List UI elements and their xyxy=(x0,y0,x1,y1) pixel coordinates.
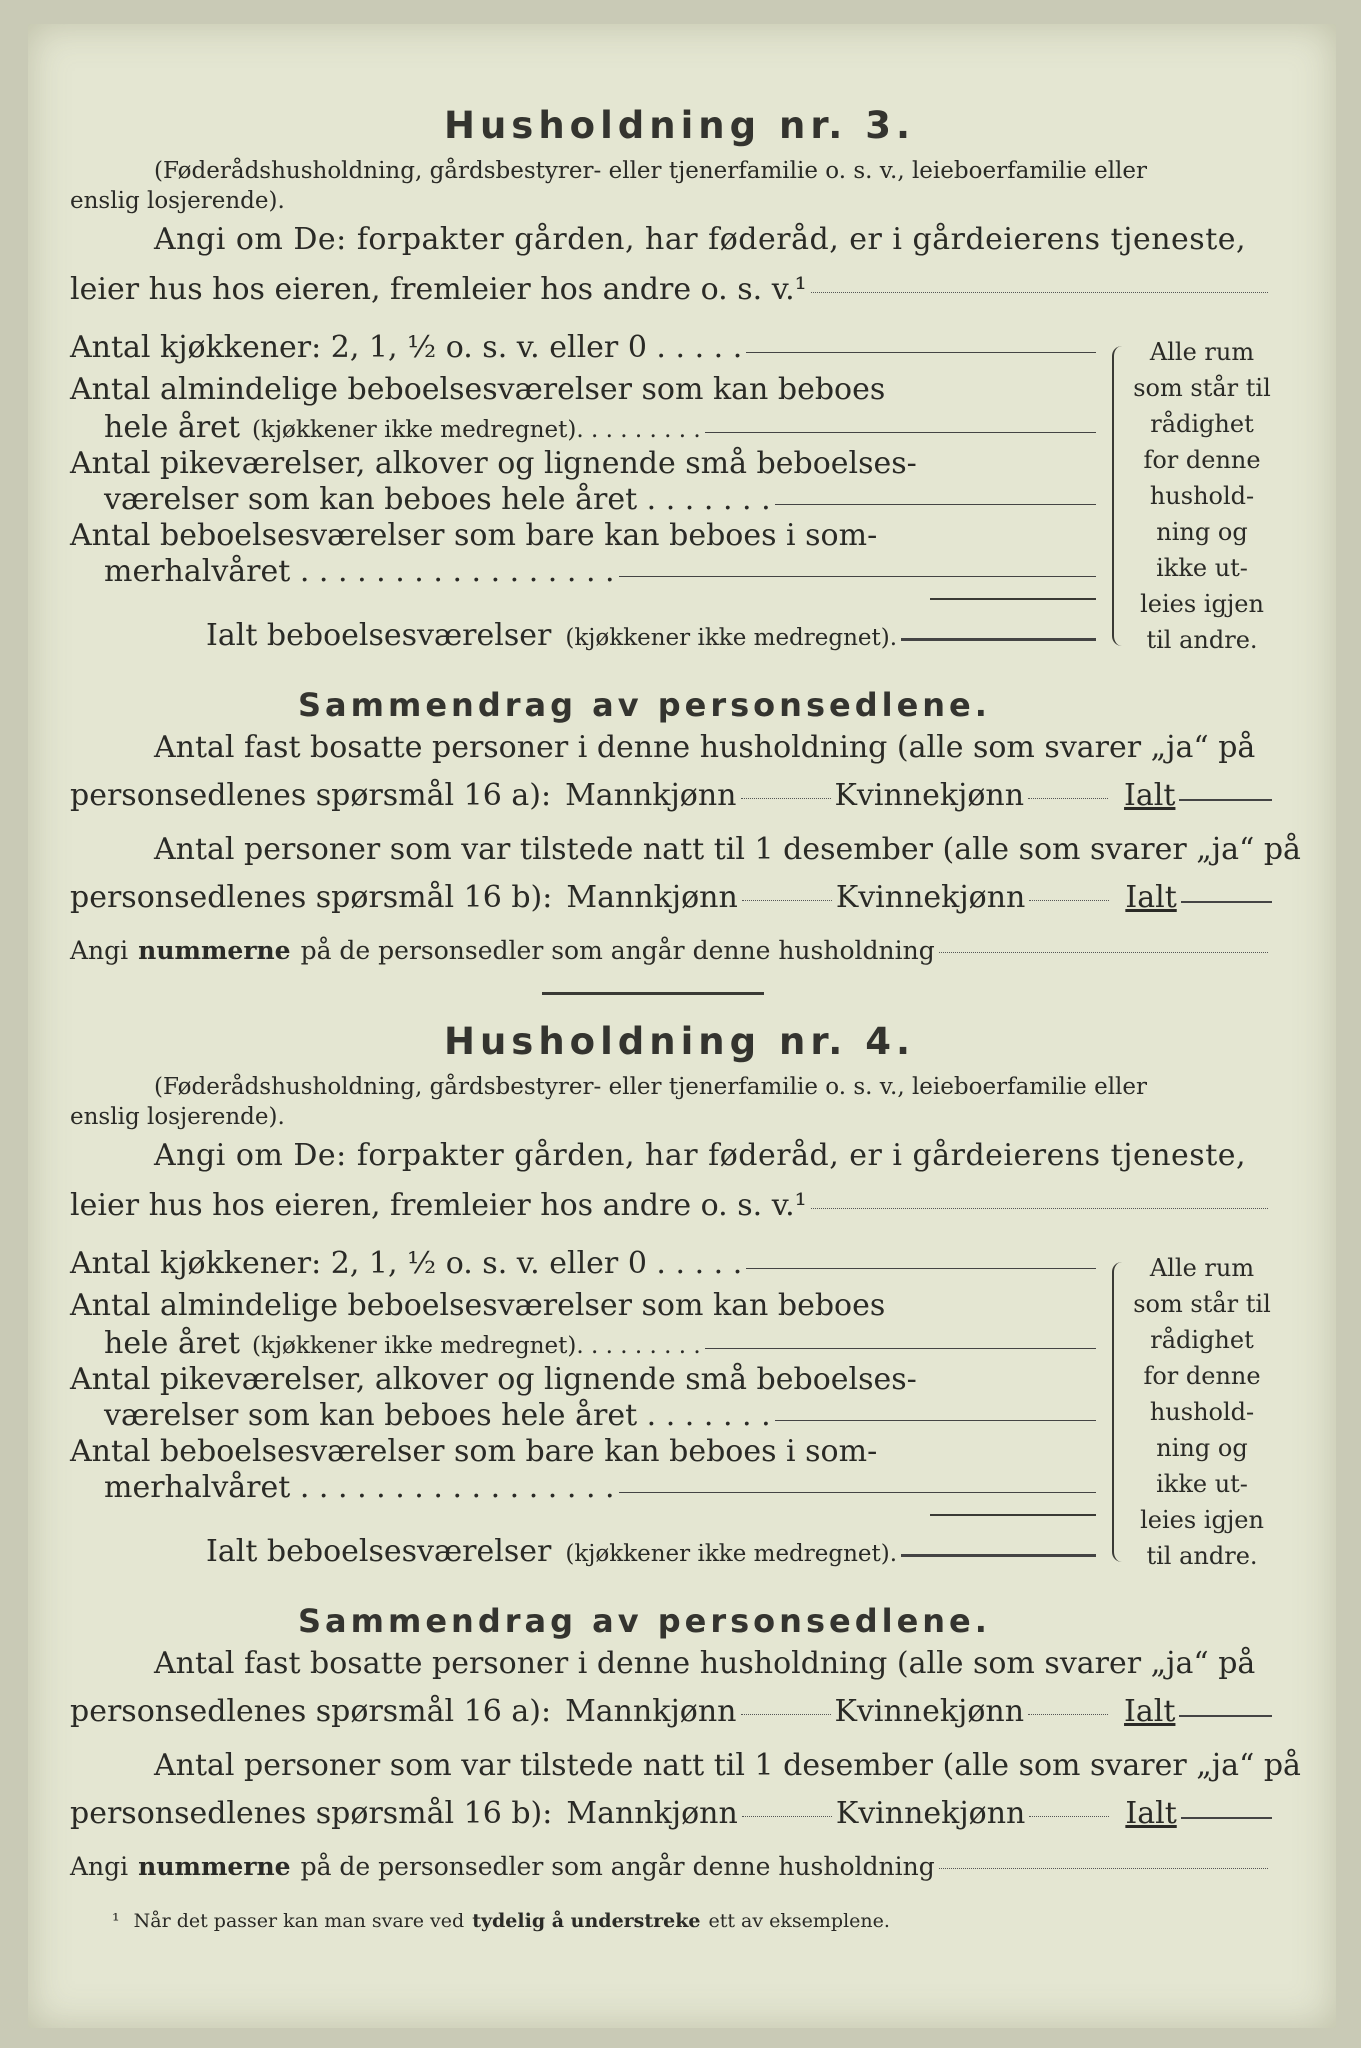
slip-numbers-row xyxy=(70,1852,1272,1881)
kitchens-row xyxy=(70,1246,1096,1281)
present-persons-row xyxy=(70,880,1272,915)
resident-female-field[interactable] xyxy=(1028,798,1108,799)
present-female-field[interactable] xyxy=(1029,900,1109,901)
section-title: Husholdning nr. 4. xyxy=(444,1020,916,1063)
resident-total-field[interactable] xyxy=(1179,1715,1272,1717)
total-label: Ialt xyxy=(1125,880,1177,915)
slip-numbers-row xyxy=(70,936,1272,965)
occupancy-question-cont: leier hus hos eieren, fremleier hos andre o. s. v.¹ xyxy=(70,1188,807,1223)
male-label: Mannkjønn xyxy=(566,1796,738,1831)
present-male-field[interactable] xyxy=(742,1816,832,1817)
side-note-line: hushold- xyxy=(1149,482,1255,510)
present-female-field[interactable] xyxy=(1029,1816,1109,1817)
total-rooms-label-b: (kjøkkener ikke medregnet). xyxy=(565,625,898,651)
grouping-brace xyxy=(1112,346,1128,646)
kitchens-label: Antal kjøkkener: 2, 1, ½ o. s. v. eller 0 . . . . . xyxy=(70,1246,743,1281)
kitchens-field[interactable] xyxy=(746,352,1096,353)
slip-numbers-label-a: Angi xyxy=(70,936,129,965)
ordinary-rooms-label: Antal almindelige beboelsesværelser som kan beboes xyxy=(70,1288,886,1323)
household-type-note-cont: enslig losjerende). xyxy=(70,188,285,214)
summary-heading: Sammendrag av personsedlene. xyxy=(298,1602,991,1640)
occupancy-answer-row xyxy=(70,1188,1272,1223)
female-label: Kvinnekjønn xyxy=(835,1796,1026,1831)
rooms-side-note xyxy=(1132,1250,1272,1574)
total-label: Ialt xyxy=(1124,1694,1176,1729)
total-rooms-label-a: Ialt beboelsesværelser xyxy=(206,1534,552,1569)
footnote-text-c: ett av eksemplene. xyxy=(708,1910,890,1932)
side-note-line: Alle rum xyxy=(1149,1254,1255,1282)
side-note-line: leies igjen xyxy=(1140,1506,1264,1534)
side-note-line: ikke ut- xyxy=(1156,554,1248,582)
maid-rooms-label-cont: værelser som kan beboes hele året . . . . . . . xyxy=(104,482,771,517)
occupancy-answer-field[interactable] xyxy=(811,292,1268,293)
ordinary-rooms-field[interactable] xyxy=(705,1348,1096,1349)
side-note-line: som står til xyxy=(1133,1290,1271,1318)
slip-numbers-field[interactable] xyxy=(939,1868,1268,1869)
resident-female-field[interactable] xyxy=(1028,1714,1108,1715)
female-label: Kvinnekjønn xyxy=(834,778,1025,813)
total-rooms-field[interactable] xyxy=(901,1554,1096,1557)
section-divider xyxy=(542,992,764,995)
maid-rooms-label: Antal pikeværelser, alkover og lignende små beboelses- xyxy=(70,1362,917,1397)
total-rooms-label-b: (kjøkkener ikke medregnet). xyxy=(565,1541,898,1567)
female-label: Kvinnekjønn xyxy=(834,1694,1025,1729)
ordinary-rooms-label: Antal almindelige beboelsesværelser som kan beboes xyxy=(70,372,886,407)
total-label: Ialt xyxy=(1125,1796,1177,1831)
side-note-line: ikke ut- xyxy=(1156,1470,1248,1498)
summer-rooms-row xyxy=(104,1470,1096,1505)
ordinary-rooms-row xyxy=(104,410,1096,445)
maid-rooms-field[interactable] xyxy=(775,504,1096,505)
kitchens-field[interactable] xyxy=(746,1268,1096,1269)
ordinary-rooms-label-a: hele året xyxy=(104,1326,240,1361)
resident-male-field[interactable] xyxy=(741,798,831,799)
kitchens-label: Antal kjøkkener: 2, 1, ½ o. s. v. eller 0 . . . . . xyxy=(70,330,743,365)
total-rooms-label-a: Ialt beboelsesværelser xyxy=(206,618,552,653)
occupancy-question: Angi om De: forpakter gården, har føderåd, er i gårdeierens tjeneste, xyxy=(154,1138,1247,1173)
household-type-note: (Føderådshusholdning, gårdsbestyrer- eller tjenerfamilie o. s. v., leieboerfamilie eller xyxy=(154,1074,1148,1100)
male-label: Mannkjønn xyxy=(565,1694,737,1729)
slip-numbers-label-c: på de personsedler som angår denne husholdning xyxy=(300,1852,935,1881)
kitchens-row xyxy=(70,330,1096,365)
footnote-mark: ¹ xyxy=(112,1910,120,1932)
side-note-line: for denne xyxy=(1143,446,1261,474)
household-type-note-cont: enslig losjerende). xyxy=(70,1104,285,1130)
resident-persons-row xyxy=(70,778,1272,813)
side-note-line: som står til xyxy=(1133,374,1271,402)
slip-numbers-label-b: nummerne xyxy=(138,936,291,965)
section-title: Husholdning nr. 3. xyxy=(444,104,916,147)
ordinary-rooms-row xyxy=(104,1326,1096,1361)
side-note-line: rådighet xyxy=(1150,410,1254,438)
sum-rule xyxy=(930,598,1096,600)
occupancy-answer-row xyxy=(70,272,1272,307)
grouping-brace xyxy=(1112,1262,1128,1562)
side-note-line: ning og xyxy=(1156,518,1248,546)
female-label: Kvinnekjønn xyxy=(835,880,1026,915)
total-rooms-row xyxy=(206,1534,1096,1569)
maid-rooms-label-cont: værelser som kan beboes hele året . . . . . . . xyxy=(104,1398,771,1433)
footnote-text-b: tydelig å understreke xyxy=(472,1910,701,1932)
sum-rule xyxy=(930,1514,1096,1516)
summary-heading: Sammendrag av personsedlene. xyxy=(298,686,991,724)
present-total-field[interactable] xyxy=(1181,901,1272,903)
side-note-line: Alle rum xyxy=(1149,338,1255,366)
summer-rooms-field[interactable] xyxy=(619,1492,1096,1493)
present-total-field[interactable] xyxy=(1181,1817,1272,1819)
ordinary-rooms-label-b: (kjøkkener ikke medregnet). . . . . . . . . xyxy=(252,417,701,443)
resident-persons-question-cont: personsedlenes spørsmål 16 a): xyxy=(70,778,552,813)
rooms-side-note xyxy=(1132,334,1272,658)
summer-rooms-label-cont: merhalvåret . . . . . . . . . . . . . . . . . xyxy=(104,554,615,589)
side-note-line: ning og xyxy=(1156,1434,1248,1462)
male-label: Mannkjønn xyxy=(566,880,738,915)
present-persons-row xyxy=(70,1796,1272,1831)
total-rooms-field[interactable] xyxy=(901,638,1096,641)
side-note-line: leies igjen xyxy=(1140,590,1264,618)
resident-male-field[interactable] xyxy=(741,1714,831,1715)
present-male-field[interactable] xyxy=(742,900,832,901)
ordinary-rooms-label-a: hele året xyxy=(104,410,240,445)
occupancy-question-cont: leier hus hos eieren, fremleier hos andre o. s. v.¹ xyxy=(70,272,807,307)
maid-rooms-field[interactable] xyxy=(775,1420,1096,1421)
ordinary-rooms-field[interactable] xyxy=(705,432,1096,433)
side-note-line: for denne xyxy=(1143,1362,1261,1390)
side-note-line: rådighet xyxy=(1150,1326,1254,1354)
resident-total-field[interactable] xyxy=(1179,799,1272,801)
occupancy-question: Angi om De: forpakter gården, har føderåd, er i gårdeierens tjeneste, xyxy=(154,222,1247,257)
summer-rooms-row xyxy=(104,554,1096,589)
maid-rooms-row xyxy=(104,1398,1096,1433)
maid-rooms-label: Antal pikeværelser, alkover og lignende små beboelses- xyxy=(70,446,917,481)
ordinary-rooms-label-b: (kjøkkener ikke medregnet). . . . . . . . . xyxy=(252,1333,701,1359)
resident-persons-row xyxy=(70,1694,1272,1729)
total-rooms-row xyxy=(206,618,1096,653)
footnote xyxy=(112,1910,890,1932)
slip-numbers-field[interactable] xyxy=(939,952,1268,953)
male-label: Mannkjønn xyxy=(565,778,737,813)
footnote-text-a: Når det passer kan man svare ved xyxy=(133,1910,465,1932)
summer-rooms-label-cont: merhalvåret . . . . . . . . . . . . . . . . . xyxy=(104,1470,615,1505)
summer-rooms-field[interactable] xyxy=(619,576,1096,577)
present-persons-question-cont: personsedlenes spørsmål 16 b): xyxy=(70,880,553,915)
resident-persons-question: Antal fast bosatte personer i denne husholdning (alle som svarer „ja“ på xyxy=(154,1646,1256,1681)
total-label: Ialt xyxy=(1124,778,1176,813)
side-note-line: hushold- xyxy=(1149,1398,1255,1426)
resident-persons-question: Antal fast bosatte personer i denne husholdning (alle som svarer „ja“ på xyxy=(154,730,1256,765)
maid-rooms-row xyxy=(104,482,1096,517)
slip-numbers-label-a: Angi xyxy=(70,1852,129,1881)
present-persons-question: Antal personer som var tilstede natt til 1 desember (alle som svarer „ja“ på xyxy=(154,1748,1301,1783)
summer-rooms-label: Antal beboelsesværelser som bare kan beboes i som- xyxy=(70,518,878,553)
present-persons-question-cont: personsedlenes spørsmål 16 b): xyxy=(70,1796,553,1831)
side-note-line: til andre. xyxy=(1146,1542,1258,1570)
occupancy-answer-field[interactable] xyxy=(811,1208,1268,1209)
slip-numbers-label-c: på de personsedler som angår denne husholdning xyxy=(300,936,935,965)
present-persons-question: Antal personer som var tilstede natt til 1 desember (alle som svarer „ja“ på xyxy=(154,832,1301,867)
household-type-note: (Føderådshusholdning, gårdsbestyrer- eller tjenerfamilie o. s. v., leieboerfamilie eller xyxy=(154,158,1148,184)
summer-rooms-label: Antal beboelsesværelser som bare kan beboes i som- xyxy=(70,1434,878,1469)
side-note-line: til andre. xyxy=(1146,626,1258,654)
slip-numbers-label-b: nummerne xyxy=(138,1852,291,1881)
resident-persons-question-cont: personsedlenes spørsmål 16 a): xyxy=(70,1694,552,1729)
